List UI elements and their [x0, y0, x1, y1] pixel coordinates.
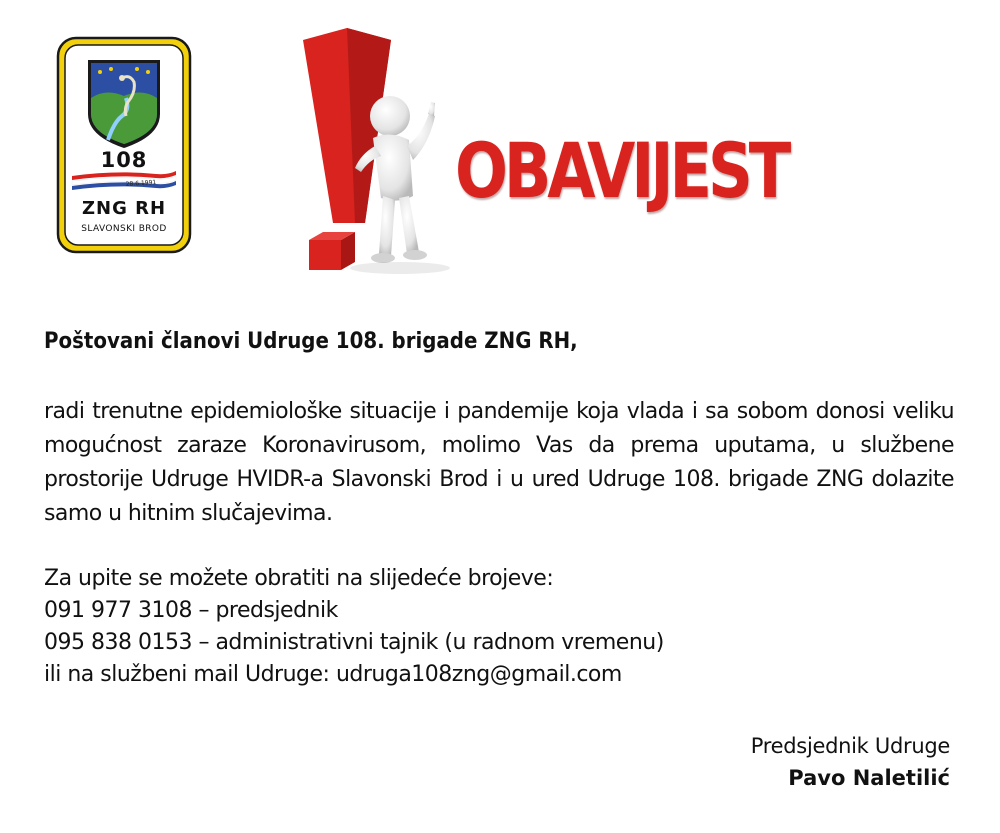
notice-banner — [295, 18, 890, 298]
emblem-number: 108 — [100, 148, 148, 172]
brigade-emblem-icon — [56, 36, 192, 254]
letter-paragraph: radi trenutne epidemiološke situacije i pandemije koja vlada i sa sobom donosi veliku mogućnost zaraze Koronavirusom, molimo Vas da prema uputama, u službene prostorije Udruge HVIDR-a Slavonski Brod i u ured Udruge 108. brigade ZNG dolazite samo u hitnim slučajevima. — [44, 399, 954, 526]
brigade-emblem — [56, 36, 192, 254]
signature-name: Pavo Naletilić — [788, 766, 950, 790]
contacts-intro: Za upite se možete obratiti na slijedeće brojeve: — [44, 566, 554, 591]
banner-title: OBAVIJEST — [455, 126, 788, 215]
contact-email: ili na službeni mail Udruge: udruga108zng@gmail.com — [44, 662, 622, 687]
emblem-unit: ZNG RH — [81, 198, 167, 219]
letter-greeting: Poštovani članovi Udruge 108. brigade ZNG RH, — [44, 329, 578, 354]
emblem-city: SLAVONSKI BROD — [81, 224, 167, 234]
contact-list — [44, 563, 954, 691]
emblem-date: 28.6.1991 — [125, 178, 157, 189]
contact-president: 091 977 3108 – predsjednik — [44, 598, 338, 623]
signature-block — [751, 730, 950, 794]
letter-body — [44, 326, 954, 691]
signature-title: Predsjednik Udruge — [750, 734, 950, 758]
contact-secretary: 095 838 0153 – administrativni tajnik (u radnom vremenu) — [44, 630, 664, 655]
